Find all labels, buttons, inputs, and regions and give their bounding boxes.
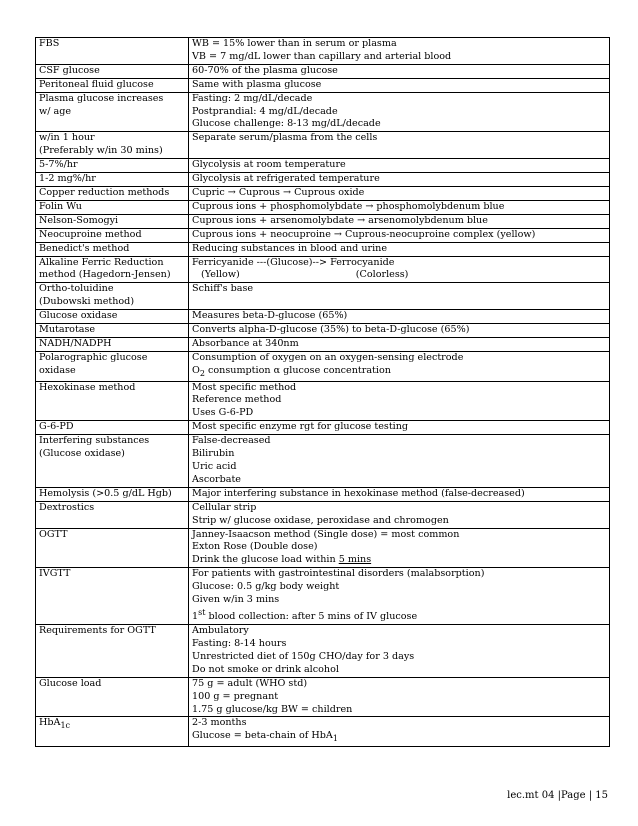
label-line: Interfering substances: [39, 435, 150, 447]
row-value: [189, 38, 610, 65]
table-row: [36, 38, 610, 65]
value-line: Glucose challenge: 8-13 mg/dL/decade: [192, 118, 381, 130]
row-label: [36, 381, 189, 421]
table-body-gtt: [36, 528, 610, 625]
table-row: [36, 186, 610, 200]
table-body-part1: [36, 38, 610, 257]
table-row: [36, 324, 610, 338]
label-line: Polarographic glucose: [39, 351, 148, 363]
row-label: [36, 487, 189, 501]
ivgtt-line4-text: blood collection: after 5 mins of IV glucose: [205, 611, 418, 623]
row-value: [189, 256, 610, 283]
row-value: [189, 78, 610, 92]
label-line: OGTT: [39, 528, 68, 540]
row-label: [36, 38, 189, 65]
row-label: [36, 324, 189, 338]
label-line: G-6-PD: [39, 421, 74, 433]
label-line: IVGTT: [39, 568, 71, 580]
value-line: Consumption of oxygen on an oxygen-sensing electrode: [192, 351, 464, 363]
value-line: Cupric → Cuprous → Cuprous oxide: [192, 186, 365, 198]
label-line: Hexokinase method: [39, 381, 136, 393]
table-row: [36, 64, 610, 78]
label-line: [39, 717, 185, 733]
value-line: Reducing substances in blood and urine: [192, 242, 388, 254]
table-body-part3: [36, 381, 610, 528]
o2-text: O: [192, 364, 200, 376]
table-row: [36, 283, 610, 310]
table-row: [36, 78, 610, 92]
label-line: Plasma glucose increases: [39, 92, 164, 104]
value-line: Do not smoke or drink alcohol: [192, 663, 339, 675]
row-label: [36, 501, 189, 528]
value-line: Measures beta-D-glucose (65%): [192, 310, 348, 322]
value-line: Unrestricted diet of 150g CHO/day for 3 days: [192, 650, 415, 662]
ogtt-line3-text: Drink the glucose load within: [192, 554, 339, 566]
value-line: [192, 365, 606, 381]
table-row: [36, 351, 610, 381]
table-row: [36, 568, 610, 625]
value-line: [192, 730, 606, 746]
value-line: Cellular strip: [192, 501, 257, 513]
value-line: 60-70% of the plasma glucose: [192, 64, 338, 76]
table-row: [36, 256, 610, 283]
row-label: [36, 132, 189, 159]
row-value: [189, 132, 610, 159]
value-line: Most specific method: [192, 381, 297, 393]
row-value: [189, 435, 610, 488]
row-label: [36, 64, 189, 78]
row-value: [189, 487, 610, 501]
row-label: [36, 78, 189, 92]
value-line: Bilirubin: [192, 448, 235, 460]
value-line: [192, 269, 606, 282]
table-body-part4: [36, 625, 610, 717]
row-value: [189, 64, 610, 78]
value-line: Most specific enzyme rgt for glucose testing: [192, 421, 409, 433]
label-line: oxidase: [39, 364, 76, 376]
label-line: NADH/NADPH: [39, 337, 112, 349]
table-row: [36, 214, 610, 228]
table-row: [36, 421, 610, 435]
value-line: VB = 7 mg/dL lower than capillary and arterial blood: [192, 50, 452, 62]
ordinal-suffix: st: [198, 607, 206, 617]
row-label: [36, 435, 189, 488]
table-row: [36, 159, 610, 173]
value-line: Absorbance at 340nm: [192, 337, 299, 349]
row-value: [189, 228, 610, 242]
value-line: Glycolysis at refrigerated temperature: [192, 173, 380, 185]
value-line: Given w/in 3 mins: [192, 594, 280, 606]
value-line: Schiff's base: [192, 283, 254, 295]
row-label: [36, 242, 189, 256]
label-line: Requirements for OGTT: [39, 625, 156, 637]
value-line: False-decreased: [192, 435, 271, 447]
colorless-note: (Colorless): [355, 269, 409, 281]
label-line: Benedict's method: [39, 242, 130, 254]
table-row: [36, 435, 610, 488]
row-value: [189, 351, 610, 381]
row-value: [189, 324, 610, 338]
value-line: Converts alpha-D-glucose (35%) to beta-D-glucose (65%): [192, 324, 470, 336]
row-value: [189, 421, 610, 435]
label-line: Glucose load: [39, 677, 102, 689]
label-line: w/ age: [39, 105, 72, 117]
value-line: Ferricyanide ---(Glucose)--> Ferrocyanide: [192, 256, 395, 268]
table-row: [36, 501, 610, 528]
label-line: Ortho-toluidine: [39, 283, 114, 295]
value-line: Glycolysis at room temperature: [192, 159, 346, 171]
value-line: 1.75 g glucose/kg BW = children: [192, 703, 353, 715]
row-label: [36, 200, 189, 214]
label-line: Nelson-Somogyi: [39, 214, 119, 226]
row-value: [189, 92, 610, 132]
row-label: [36, 568, 189, 625]
value-line: For patients with gastrointestinal disorders (malabsorption): [192, 568, 485, 580]
row-value: [189, 200, 610, 214]
row-value: [189, 625, 610, 678]
value-line: Cuprous ions + neocuproine → Cuprous-neocuproine complex (yellow): [192, 228, 536, 240]
hba-text: HbA: [39, 717, 61, 729]
value-line: [192, 554, 606, 567]
table-row: [36, 132, 610, 159]
table-body-ferric: [36, 256, 610, 283]
ogtt-underlined-time: 5 mins: [338, 554, 372, 566]
hba1c-line2-subscript: 1: [332, 734, 338, 744]
row-label: [36, 173, 189, 187]
table-row: [36, 92, 610, 132]
value-line: Glucose: 0.5 g/kg body weight: [192, 581, 340, 593]
value-line: Separate serum/plasma from the cells: [192, 132, 378, 144]
table-body-part2: [36, 283, 610, 352]
value-line: Reference method: [192, 394, 282, 406]
value-line: [192, 607, 606, 624]
label-line: (Glucose oxidase): [39, 448, 125, 460]
row-label: [36, 256, 189, 283]
o2-rest: consumption α glucose concentration: [204, 364, 391, 376]
label-line: Alkaline Ferric Reduction: [39, 256, 164, 268]
value-line: Postprandial: 4 mg/dL/decade: [192, 105, 338, 117]
hba1c-line2-text: Glucose = beta-chain of HbA: [192, 730, 333, 742]
table-row: [36, 528, 610, 568]
row-value: [189, 310, 610, 324]
value-line: WB = 15% lower than in serum or plasma: [192, 38, 397, 49]
row-value: [189, 381, 610, 421]
table-row: [36, 717, 610, 747]
hba-subscript: 1c: [60, 721, 71, 731]
label-line: CSF glucose: [39, 64, 100, 76]
row-value: [189, 717, 610, 747]
row-label: [36, 528, 189, 568]
row-label: [36, 677, 189, 717]
table-row: [36, 310, 610, 324]
label-line: FBS: [39, 38, 60, 49]
row-value: [189, 159, 610, 173]
label-line: w/in 1 hour: [39, 132, 95, 144]
row-value: [189, 337, 610, 351]
table-row: [36, 337, 610, 351]
label-line: Dextrostics: [39, 501, 95, 513]
table-row: [36, 625, 610, 678]
value-line: Fasting: 8-14 hours: [192, 637, 287, 649]
label-line: 1-2 mg%/hr: [39, 173, 96, 185]
label-line: (Preferably w/in 30 mins): [39, 145, 163, 157]
row-label: [36, 337, 189, 351]
label-line: 5-7%/hr: [39, 159, 78, 171]
row-label: [36, 283, 189, 310]
value-line: Uric acid: [192, 461, 237, 472]
value-line: Cuprous ions + arsenomolybdate → arsenomolybdenum blue: [192, 214, 488, 226]
label-line: method (Hagedorn-Jensen): [39, 269, 171, 281]
label-line: Copper reduction methods: [39, 186, 170, 198]
table-row: [36, 173, 610, 187]
row-label: [36, 92, 189, 132]
value-line: Exton Rose (Double dose): [192, 541, 318, 553]
row-value: [189, 677, 610, 717]
label-line: Mutarotase: [39, 324, 96, 336]
table-row: [36, 200, 610, 214]
value-line: 75 g = adult (WHO std): [192, 677, 308, 689]
value-line: Ascorbate: [192, 473, 241, 485]
row-value: [189, 283, 610, 310]
o2-subscript: 2: [199, 368, 205, 378]
row-value: [189, 568, 610, 625]
value-line: 100 g = pregnant: [192, 690, 279, 702]
page-footer: lec.mt 04 |Page | 15: [507, 790, 608, 801]
value-line: Ambulatory: [192, 625, 249, 637]
row-label: [36, 625, 189, 678]
row-label: [36, 717, 189, 747]
value-line: Janney-Isaacson method (Single dose) = most common: [192, 528, 460, 540]
ordinal-number: 1: [192, 611, 199, 623]
label-line: Peritoneal fluid glucose: [39, 78, 154, 90]
label-line: (Dubowski method): [39, 296, 135, 308]
value-line: Same with plasma glucose: [192, 78, 322, 90]
row-value: [189, 186, 610, 200]
value-line: Fasting: 2 mg/dL/decade: [192, 92, 313, 104]
label-line: Hemolysis (>0.5 g/dL Hgb): [39, 487, 172, 499]
value-line: Uses G-6-PD: [192, 407, 254, 419]
table-row: [36, 381, 610, 421]
row-label: [36, 421, 189, 435]
label-line: Folin Wu: [39, 200, 82, 212]
table-row: [36, 677, 610, 717]
glucose-reference-table: [35, 37, 610, 747]
table-body-hba1c: [36, 717, 610, 747]
row-value: [189, 501, 610, 528]
table-body-polaro: [36, 351, 610, 381]
row-label: [36, 214, 189, 228]
table-row: [36, 228, 610, 242]
row-label: [36, 228, 189, 242]
table-row: [36, 487, 610, 501]
value-line: Major interfering substance in hexokinase method (false-decreased): [192, 487, 525, 499]
row-label: [36, 310, 189, 324]
yellow-note: (Yellow): [201, 269, 240, 281]
value-line: Cuprous ions + phosphomolybdate → phosphomolybdenum blue: [192, 200, 505, 212]
value-line: Strip w/ glucose oxidase, peroxidase and chromogen: [192, 514, 449, 526]
row-label: [36, 351, 189, 381]
row-value: [189, 214, 610, 228]
value-line: 2-3 months: [192, 717, 247, 729]
label-line: Glucose oxidase: [39, 310, 118, 322]
row-label: [36, 186, 189, 200]
label-line: Neocuproine method: [39, 228, 142, 240]
row-value: [189, 528, 610, 568]
table-row: [36, 242, 610, 256]
row-label: [36, 159, 189, 173]
row-value: [189, 242, 610, 256]
row-value: [189, 173, 610, 187]
